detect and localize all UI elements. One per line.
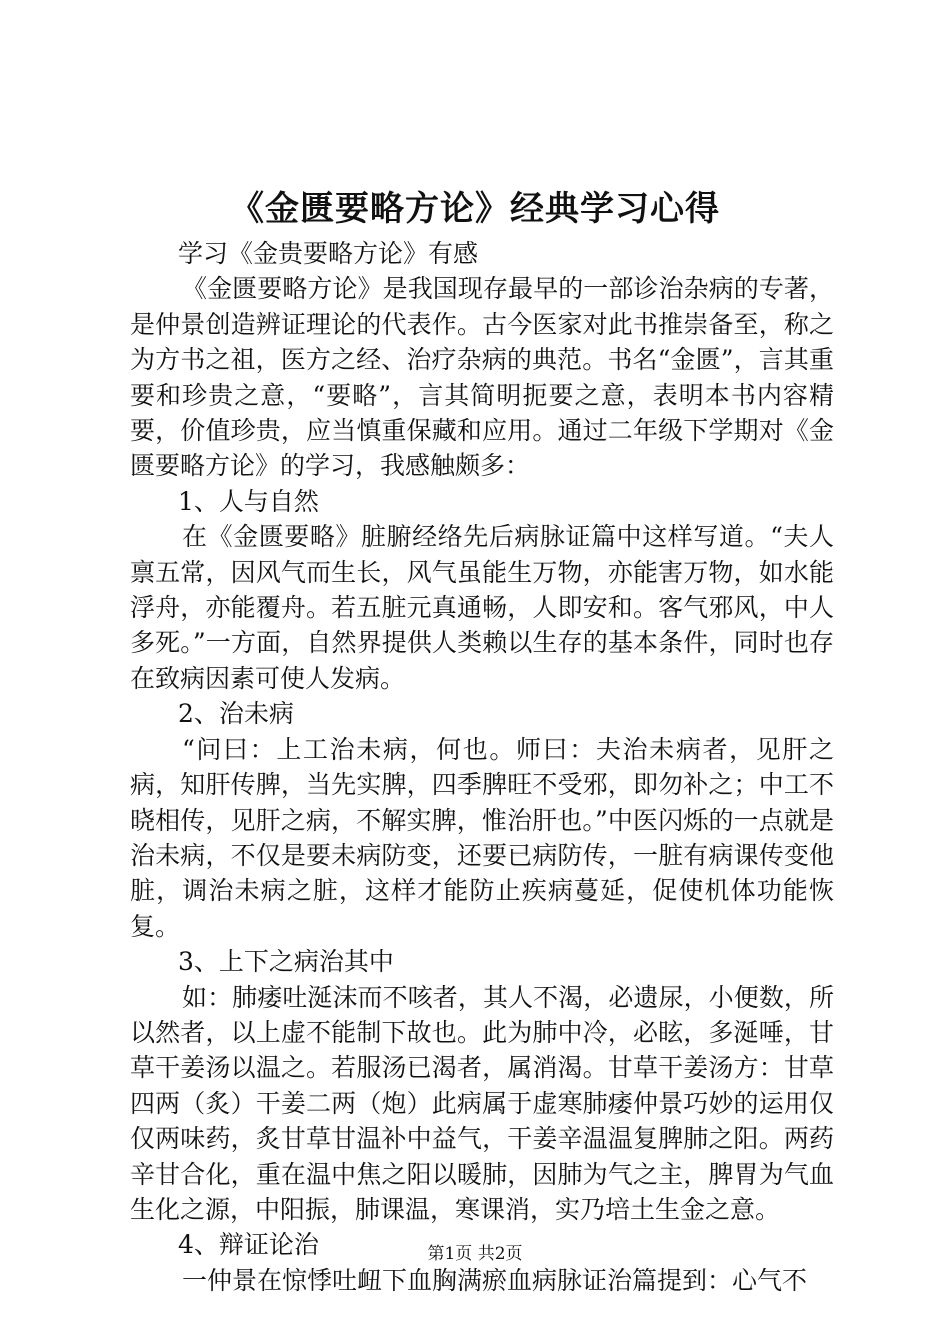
page-footer: 第1页 共2页 — [427, 1244, 523, 1264]
section-heading-1: 1、人与自然 — [178, 486, 319, 516]
section-heading-4: 4、辩证论治 — [178, 1230, 319, 1260]
document-body — [130, 236, 834, 1298]
section-text-3: 如：肺痿吐涎沫而不咳者，其人不渴，必遗尿，小便数，所以然者，以上虚不能制下故也。此为肺中冷，必眩，多涎唾，甘草干姜汤以温之。若服汤已渴者，属消渴。甘草干姜汤方：甘草四两（炙）干姜二两（炮）此病属于虚寒肺痿仲景巧妙的运用仅仅两味药，炙甘草甘温补中益气，干姜辛温温复脾肺之阳。两药辛甘合化，重在温中焦之阳以暖肺，因肺为气之主，脾胃为气血生化之源，中阳振，肺课温，寒课消，实乃培土生金之意。 — [130, 982, 834, 1224]
intro-paragraph: 《金匮要略方论》是我国现存最早的一部诊治杂病的专著，是仲景创造辨证理论的代表作。古今医家对此书推崇备至，称之为方书之祖，医方之经、治疗杂病的典范。书名“金匮”，言其重要和珍贵之意，“要略”，言其简明扼要之意，表明本书内容精要，价值珍贵，应当慎重保藏和应用。通过二年级下学期对《金匮要略方论》的学习，我感触颇多： — [130, 274, 834, 481]
section-text-4: 一仲景在惊悸吐衄下血胸满瘀血病脉证治篇提到：心气不 — [182, 1265, 808, 1295]
document-subtitle: 学习《金贵要略方论》有感 — [178, 239, 479, 268]
document-title: 《金匮要略方论》经典学习心得 — [230, 189, 720, 229]
section-text-2: “问曰：上工治未病，何也。师曰：夫治未病者，见肝之病，知肝传脾，当先实脾，四季脾旺不受邪，即勿补之；中工不晓相传，见肝之病，不解实脾，惟治肝也。”中医闪烁的一点就是治未病，不仅是要未病防变，还要已病防传，一脏有病课传变他脏，调治未病之脏，这样才能防止疾病蔓延，促使机体功能恢复。 — [130, 734, 834, 941]
section-text-1: 在《金匮要略》脏腑经络先后病脉证篇中这样写道。“夫人禀五常，因风气而生长，风气虽能生万物，亦能害万物，如水能浮舟，亦能覆舟。若五脏元真通畅，人即安和。客气邪风，中人多死。”一方面，自然界提供人类赖以生存的基本条件，同时也存在致病因素可使人发病。 — [130, 522, 834, 693]
section-heading-3: 3、上下之病治其中 — [178, 947, 394, 977]
section-heading-2: 2、治未病 — [178, 699, 294, 729]
